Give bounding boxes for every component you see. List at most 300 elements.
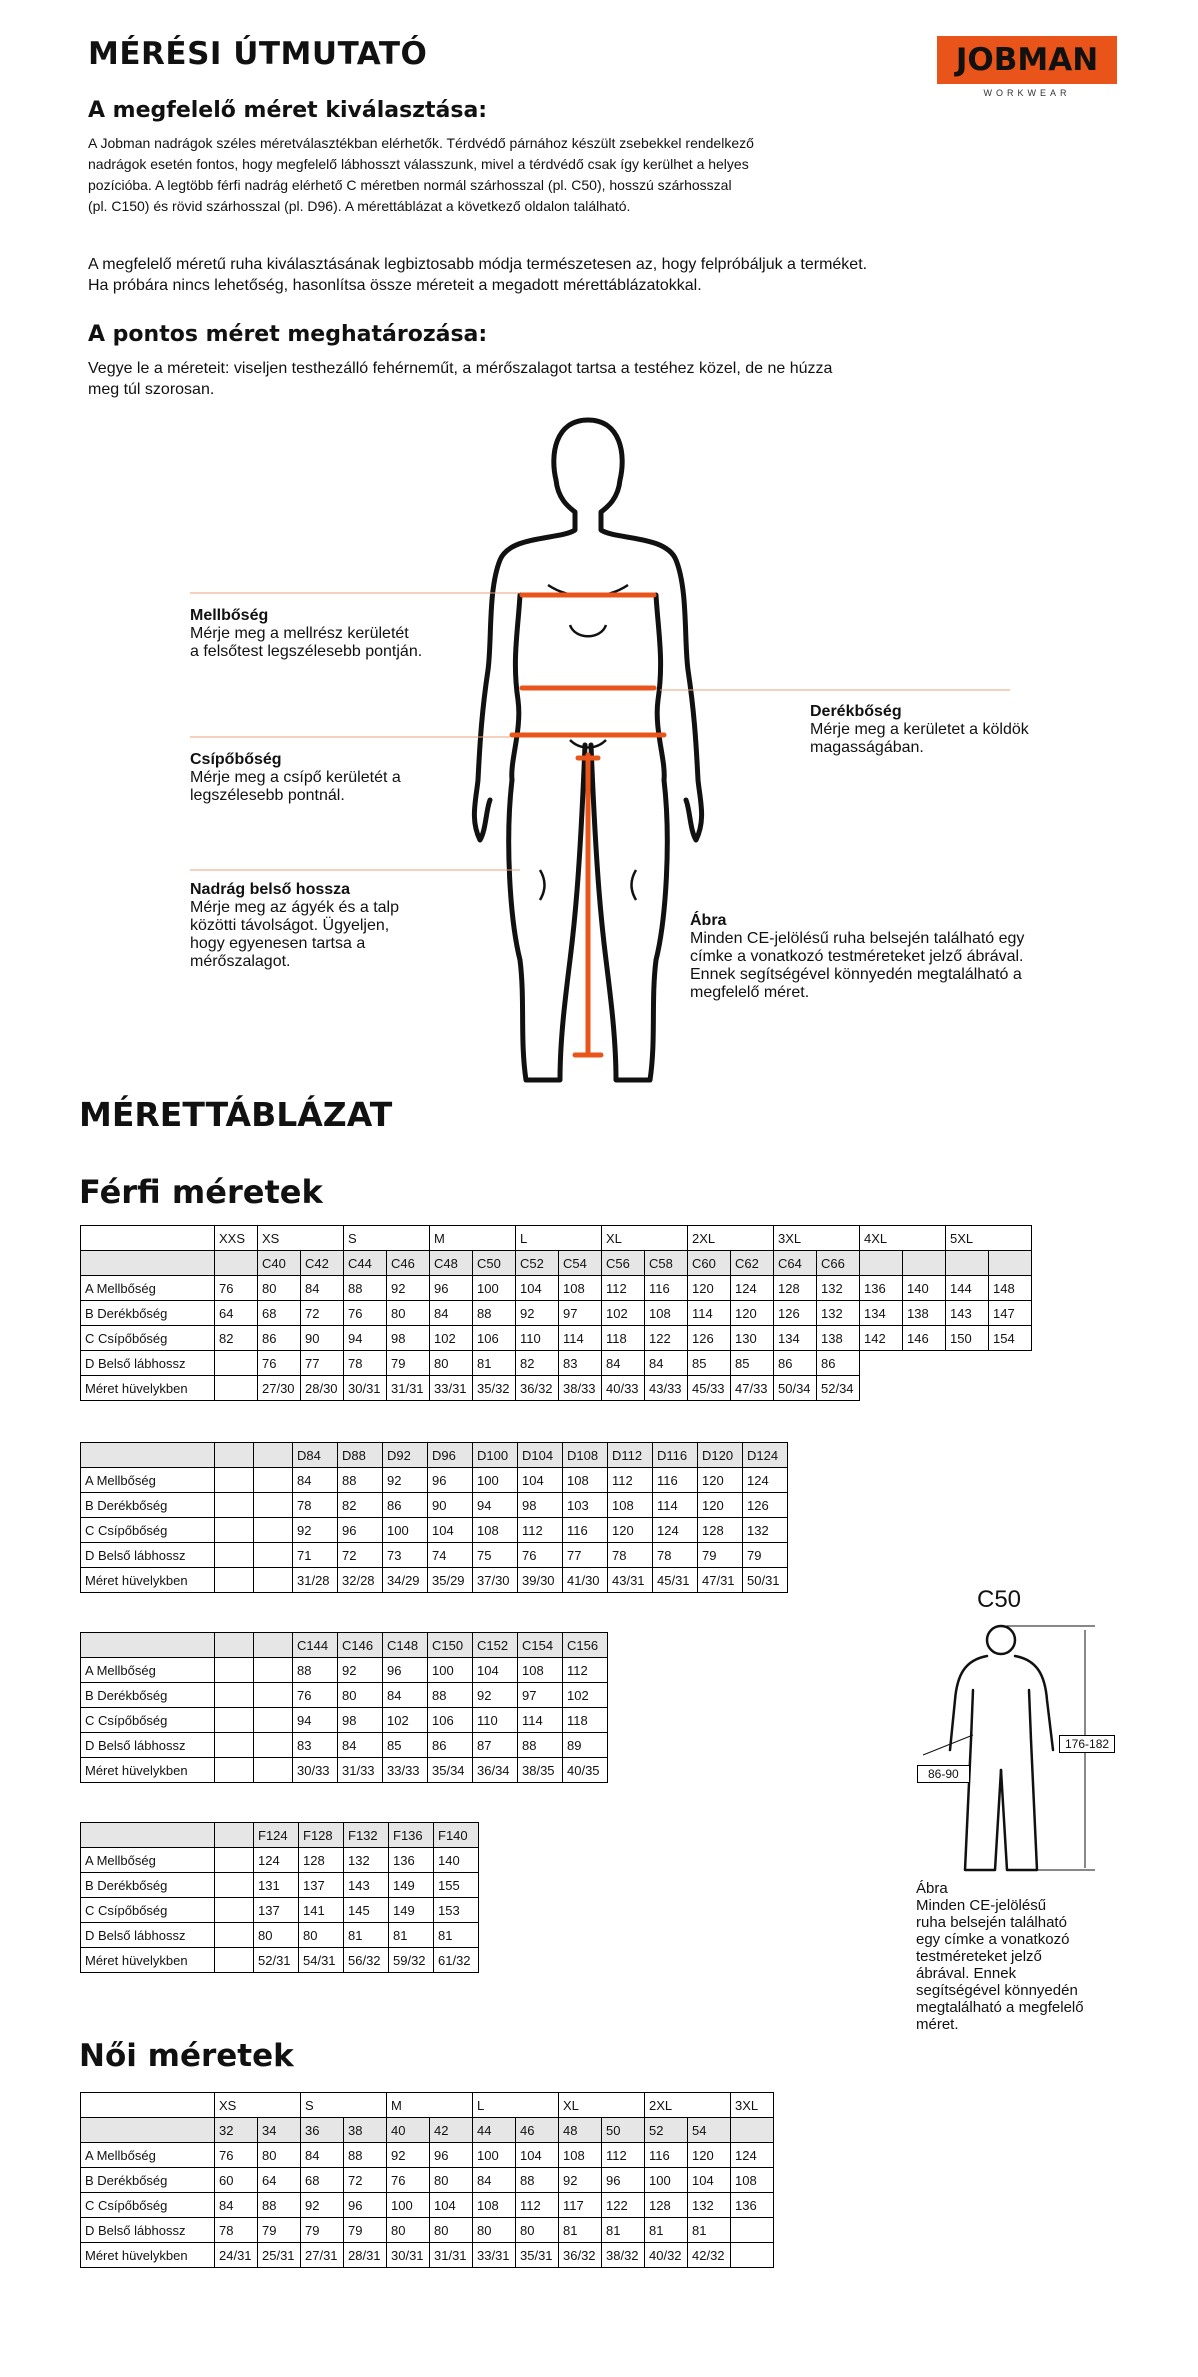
table-cell: 27/31 [301,2243,344,2268]
table-cell: 72 [301,1301,344,1326]
table-cell: 122 [602,2193,645,2218]
table-cell: 41/30 [563,1568,608,1593]
table-cell: 76 [518,1543,563,1568]
table-cell: 120 [698,1468,743,1493]
table-cell: 31/33 [338,1758,383,1783]
table-cell: 96 [344,2193,387,2218]
table-cell: 136 [389,1848,434,1873]
table-cell: D116 [653,1443,698,1468]
side-figure-size: C50 [977,1586,1022,1613]
table-cell [860,1251,903,1276]
side-figure-chest: 86-90 [917,1765,970,1783]
table-cell: 128 [698,1518,743,1543]
size-group-label: XS [215,2093,301,2118]
men-size-table-1 [80,1225,1032,1401]
intro-paragraph-1: A Jobman nadrágok széles méretválasztékban elérhetők. Térdvédő párnához készült zsebekkel rendelkező nadrágok esetén fontos, hogy megfelelő lábhosszt válasszunk, mivel a térdvédő csak így kerülhet a helyes pozícióba. A legtöbb férfi nadrág elérhető C méretben normál szárhosszal (pl. C50), hosszú szárhosszal (pl. C150) és rövid szárhosszal (pl. D96). A mérettáblázat a következő oldalon található. [88,135,754,214]
row-label: C Csípőbőség [81,1708,215,1733]
table-row [81,1758,608,1783]
table-cell: 81 [559,2218,602,2243]
table-row [81,2143,774,2168]
table-cell: 108 [731,2168,774,2193]
table-cell: 138 [903,1301,946,1326]
table-cell: 84 [602,1351,645,1376]
table-cell [254,1468,293,1493]
table-cell: 130 [731,1326,774,1351]
table-cell: D120 [698,1443,743,1468]
table-cell: 81 [389,1923,434,1948]
size-header-row [81,1251,1032,1276]
table-row [81,1351,1032,1376]
table-cell: C150 [428,1633,473,1658]
table-cell: 114 [653,1493,698,1518]
table-cell: 88 [516,2168,559,2193]
table-cell: 32/28 [338,1568,383,1593]
table-cell: 104 [428,1518,473,1543]
table-cell: C144 [293,1633,338,1658]
row-label: Méret hüvelykben [81,1568,215,1593]
table-cell: D92 [383,1443,428,1468]
table-cell [81,2093,215,2118]
table-cell: 85 [731,1351,774,1376]
row-label: C Csípőbőség [81,2193,215,2218]
table-cell: 34/29 [383,1568,428,1593]
table-cell: 84 [301,1276,344,1301]
table-cell: 108 [473,1518,518,1543]
table-cell: 79 [743,1543,788,1568]
table-cell: 128 [299,1848,344,1873]
table-cell: 80 [516,2218,559,2243]
row-label: C Csípőbőség [81,1898,215,1923]
table-row [81,1376,1032,1401]
table-cell: 76 [387,2168,430,2193]
table-row [81,1326,1032,1351]
table-cell: 124 [743,1468,788,1493]
table-cell: C156 [563,1633,608,1658]
table-cell: 80 [430,1351,473,1376]
table-cell: 36/32 [516,1376,559,1401]
table-cell: 31/28 [293,1568,338,1593]
table-row [81,1733,608,1758]
size-group-label: L [516,1226,602,1251]
table-cell: D108 [563,1443,608,1468]
table-cell: 112 [608,1468,653,1493]
table-cell: 40 [387,2118,430,2143]
table-cell: 90 [428,1493,473,1518]
size-group-label: XL [559,2093,645,2118]
table-cell [215,1468,254,1493]
table-row [81,1923,479,1948]
table-cell [215,1518,254,1543]
table-cell: 35/32 [473,1376,516,1401]
table-cell: 82 [516,1351,559,1376]
table-cell: 88 [473,1301,516,1326]
label-inseam: Nadrág belső hossza Mérje meg az ágyék és a talp közötti távolságot. Ügyeljen, hogy egyenesen tartsa a mérőszalagot. [190,881,399,970]
table-cell: 31/31 [387,1376,430,1401]
table-cell: 120 [698,1493,743,1518]
row-label: B Derékbőség [81,1493,215,1518]
table-cell: 60 [215,2168,258,2193]
table-cell: 122 [645,1326,688,1351]
table-cell: 102 [563,1683,608,1708]
table-cell: 110 [473,1708,518,1733]
table-cell: 37/30 [473,1568,518,1593]
table-cell: 124 [653,1518,698,1543]
table-cell: 120 [608,1518,653,1543]
table-cell: 92 [387,1276,430,1301]
table-cell: 86 [817,1351,860,1376]
table-cell: 76 [215,1276,258,1301]
table-cell: D88 [338,1443,383,1468]
table-cell [254,1658,293,1683]
table-cell: 81 [473,1351,516,1376]
table-cell: 137 [299,1873,344,1898]
size-header-row [81,1443,788,1468]
table-cell: 50/34 [774,1376,817,1401]
table-row [81,1873,479,1898]
table-cell: 92 [473,1683,518,1708]
size-header-row [81,1823,479,1848]
size-group-label: S [344,1226,430,1251]
table-cell: 47/33 [731,1376,774,1401]
table-cell: 100 [428,1658,473,1683]
table-cell: 54/31 [299,1948,344,1973]
table-cell: 150 [946,1326,989,1351]
size-group-label: 4XL [860,1226,946,1251]
table-cell [215,1848,254,1873]
table-cell: 80 [254,1923,299,1948]
table-cell: 89 [563,1733,608,1758]
table-cell: D100 [473,1443,518,1468]
table-row [81,2168,774,2193]
size-group-label: 3XL [774,1226,860,1251]
table-cell: 39/30 [518,1568,563,1593]
table-cell: 47/31 [698,1568,743,1593]
table-cell: 110 [516,1326,559,1351]
label-chest: Mellbőség Mérje meg a mellrész kerületét a felsőtest legszélesebb pontján. [190,607,423,660]
table-cell [81,2118,215,2143]
table-cell: 114 [688,1301,731,1326]
table-cell: 142 [860,1326,903,1351]
table-cell: 84 [293,1468,338,1493]
table-cell [215,1376,258,1401]
table-cell [254,1543,293,1568]
size-chart-heading: MÉRETTÁBLÁZAT [79,1095,393,1134]
table-cell: 84 [430,1301,473,1326]
table-cell: 33/33 [383,1758,428,1783]
table-cell: C152 [473,1633,518,1658]
table-cell: 120 [731,1301,774,1326]
table-cell: D104 [518,1443,563,1468]
size-group-label: XS [258,1226,344,1251]
table-cell [215,1568,254,1593]
table-row [81,1658,608,1683]
table-cell: 108 [473,2193,516,2218]
table-cell: D84 [293,1443,338,1468]
table-cell [731,2218,774,2243]
table-cell: 45/31 [653,1568,698,1593]
table-cell: 34 [258,2118,301,2143]
table-cell: 100 [473,1468,518,1493]
size-group-row [81,2093,774,2118]
table-cell: 40/32 [645,2243,688,2268]
row-label: A Mellbőség [81,1848,215,1873]
table-cell: 124 [731,2143,774,2168]
table-cell: 85 [383,1733,428,1758]
table-cell: 83 [293,1733,338,1758]
table-cell: 80 [430,2218,473,2243]
table-cell [81,1226,215,1251]
table-cell: 52 [645,2118,688,2143]
table-cell: 76 [293,1683,338,1708]
table-cell [215,1543,254,1568]
size-group-label: XXS [215,1226,258,1251]
table-cell: 30/31 [387,2243,430,2268]
table-cell: 90 [301,1326,344,1351]
table-cell: 112 [518,1518,563,1543]
side-abra-text: Ábra Minden CE-jelölésű ruha belsején található egy címke a vonatkozó testméreteket jelző ábrával. Ennek segítségével könnyedén megtalálható a megfelelő méret. [916,1880,1084,2033]
table-row [81,1848,479,1873]
row-label: D Belső lábhossz [81,2218,215,2243]
table-cell: 56/32 [344,1948,389,1973]
table-cell [254,1758,293,1783]
table-cell: 80 [258,1276,301,1301]
table-cell: 86 [774,1351,817,1376]
table-cell: 108 [559,2143,602,2168]
table-cell: 92 [383,1468,428,1493]
table-cell: 118 [602,1326,645,1351]
table-cell: 48 [559,2118,602,2143]
table-cell: 153 [434,1898,479,1923]
table-cell: 80 [387,2218,430,2243]
table-cell: 84 [473,2168,516,2193]
table-cell: 73 [383,1543,428,1568]
table-cell [215,1758,254,1783]
table-cell: 132 [743,1518,788,1543]
table-cell [215,1443,254,1468]
table-cell: C54 [559,1251,602,1276]
table-cell [254,1733,293,1758]
table-cell: 108 [559,1276,602,1301]
table-cell: 138 [817,1326,860,1351]
table-cell [215,1733,254,1758]
table-cell: 128 [645,2193,688,2218]
table-cell: 77 [563,1543,608,1568]
table-cell: C66 [817,1251,860,1276]
logo-subtitle: WORKWEAR [983,88,1071,98]
table-cell: C42 [301,1251,344,1276]
table-cell: 145 [344,1898,389,1923]
intro-paragraph-3: Vegye le a méreteit: viseljen testhezálló fehérneműt, a mérőszalagot tartsa a testéhez közel, de ne húzza meg túl szorosan. [88,360,833,398]
table-cell: 136 [731,2193,774,2218]
size-group-label: 3XL [731,2093,774,2118]
table-cell: 126 [688,1326,731,1351]
table-cell: 79 [301,2218,344,2243]
table-cell: 94 [473,1493,518,1518]
table-cell: 116 [645,1276,688,1301]
table-cell: 78 [344,1351,387,1376]
size-group-label: M [430,1226,516,1251]
table-cell: C50 [473,1251,516,1276]
table-cell: 100 [387,2193,430,2218]
table-cell: C58 [645,1251,688,1276]
table-cell: 64 [258,2168,301,2193]
table-cell: 88 [428,1683,473,1708]
table-row [81,1301,1032,1326]
table-cell: C60 [688,1251,731,1276]
row-label: A Mellbőség [81,1658,215,1683]
table-cell [215,1823,254,1848]
table-cell: 84 [215,2193,258,2218]
table-cell: 112 [563,1658,608,1683]
table-cell: 86 [383,1493,428,1518]
table-cell: 132 [344,1848,389,1873]
table-cell: D112 [608,1443,653,1468]
jobman-logo: JOBMAN [937,36,1117,84]
table-row [81,1493,788,1518]
table-cell: 102 [383,1708,428,1733]
table-cell: 98 [387,1326,430,1351]
table-cell [903,1251,946,1276]
table-cell: C40 [258,1251,301,1276]
table-cell: 71 [293,1543,338,1568]
table-cell: 54 [688,2118,731,2143]
table-cell: 120 [688,2143,731,2168]
table-cell [731,2118,774,2143]
table-cell: 50 [602,2118,645,2143]
table-cell [81,1823,215,1848]
table-cell: 100 [383,1518,428,1543]
table-cell: 81 [434,1923,479,1948]
table-cell: C56 [602,1251,645,1276]
side-figure-height: 176-182 [1059,1735,1115,1753]
table-cell: 128 [774,1276,817,1301]
table-cell [215,1683,254,1708]
table-cell: 40/35 [563,1758,608,1783]
table-cell: 84 [338,1733,383,1758]
table-cell: C154 [518,1633,563,1658]
table-cell: 120 [688,1276,731,1301]
table-cell [215,1351,258,1376]
table-cell: 36/34 [473,1758,518,1783]
table-row [81,1948,479,1973]
table-cell: 124 [254,1848,299,1873]
table-cell: 126 [774,1301,817,1326]
table-cell: 140 [903,1276,946,1301]
table-cell: 104 [430,2193,473,2218]
table-cell: 106 [473,1326,516,1351]
table-cell: 132 [817,1301,860,1326]
table-cell: 116 [563,1518,608,1543]
table-cell: 118 [563,1708,608,1733]
table-cell [254,1683,293,1708]
table-cell: 84 [301,2143,344,2168]
table-cell [215,1493,254,1518]
row-label: Méret hüvelykben [81,1376,215,1401]
table-cell: 114 [518,1708,563,1733]
table-cell: 27/30 [258,1376,301,1401]
size-header-row [81,2118,774,2143]
table-cell: 36/32 [559,2243,602,2268]
table-cell [215,1633,254,1658]
table-cell: 83 [559,1351,602,1376]
table-cell: C146 [338,1633,383,1658]
table-row [81,2193,774,2218]
table-cell: 82 [215,1326,258,1351]
table-cell: 45/33 [688,1376,731,1401]
table-cell: 52/34 [817,1376,860,1401]
table-cell: 88 [344,1276,387,1301]
table-cell: F136 [389,1823,434,1848]
table-cell: C44 [344,1251,387,1276]
table-cell: 103 [563,1493,608,1518]
table-cell: 35/34 [428,1758,473,1783]
table-cell: 52/31 [254,1948,299,1973]
table-cell: 112 [602,2143,645,2168]
heading-exact-size: A pontos méret meghatározása: [88,322,488,347]
row-label: B Derékbőség [81,2168,215,2193]
women-sizes-heading: Női méretek [79,2038,294,2074]
table-cell: 154 [989,1326,1032,1351]
table-cell: 33/31 [473,2243,516,2268]
table-cell: 137 [254,1898,299,1923]
table-cell: 108 [563,1468,608,1493]
table-cell: 88 [338,1468,383,1493]
table-cell: 38/33 [559,1376,602,1401]
heading-size-selection: A megfelelő méret kiválasztása: [88,98,488,123]
table-cell: 64 [215,1301,258,1326]
table-cell: 81 [645,2218,688,2243]
table-cell: 87 [473,1733,518,1758]
table-cell: 134 [774,1326,817,1351]
table-cell: 78 [653,1543,698,1568]
row-label: B Derékbőség [81,1683,215,1708]
table-cell: C46 [387,1251,430,1276]
table-row [81,1468,788,1493]
row-label: A Mellbőség [81,1276,215,1301]
table-cell: 92 [301,2193,344,2218]
table-cell: 24/31 [215,2243,258,2268]
table-cell: 80 [473,2218,516,2243]
table-cell: 76 [258,1351,301,1376]
table-cell: 126 [743,1493,788,1518]
table-cell: D124 [743,1443,788,1468]
table-cell: 72 [344,2168,387,2193]
table-cell: 46 [516,2118,559,2143]
table-cell: 30/31 [344,1376,387,1401]
table-cell: 79 [344,2218,387,2243]
table-cell: 131 [254,1873,299,1898]
table-cell: 78 [293,1493,338,1518]
men-size-table-4 [80,1822,479,1973]
table-cell [215,1923,254,1948]
table-cell: 104 [516,1276,559,1301]
table-cell: F132 [344,1823,389,1848]
table-cell: 146 [903,1326,946,1351]
row-label: C Csípőbőség [81,1326,215,1351]
table-cell: 33/31 [430,1376,473,1401]
table-cell: 147 [989,1301,1032,1326]
row-label: C Csípőbőség [81,1518,215,1543]
table-cell: 92 [293,1518,338,1543]
table-cell: 28/30 [301,1376,344,1401]
size-group-label: XL [602,1226,688,1251]
table-cell: 75 [473,1543,518,1568]
table-cell: C148 [383,1633,428,1658]
table-cell: 50/31 [743,1568,788,1593]
table-cell: C48 [430,1251,473,1276]
intro-paragraph-2: A megfelelő méretű ruha kiválasztásának legbiztosabb módja természetesen az, hogy felpróbáljuk a terméket. Ha próbára nincs lehetőség, hasonlítsa össze méreteit a megadott mérettáblázatokkal. [88,256,868,294]
table-cell: 112 [602,1276,645,1301]
